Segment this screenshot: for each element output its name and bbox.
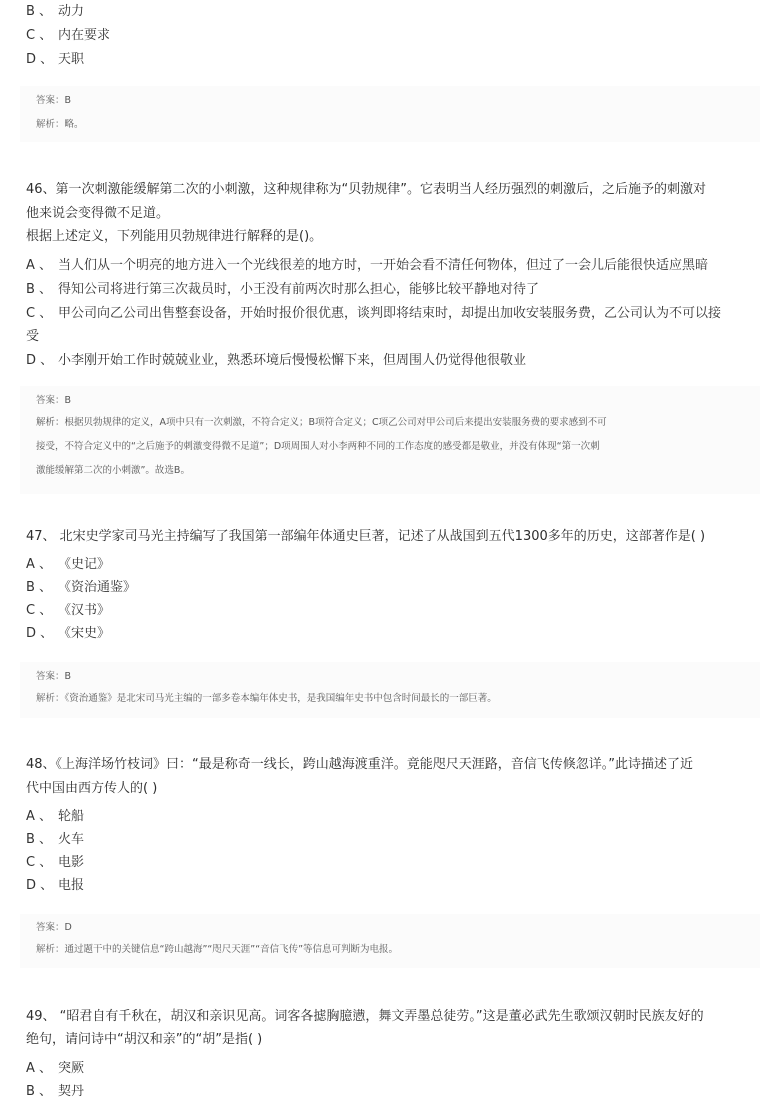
q48-answer-block <box>20 914 760 968</box>
q46-analysis-line-2: 接受，不符合定义中的“之后施予的刺激变得微不足道”；D项周围人对小李两种不同的工作态度的感受都是敬业，并没有体现“第一次刺 <box>36 441 600 452</box>
q48-option-b: B 、 火车 <box>26 832 85 847</box>
q47-answer-block <box>20 662 760 718</box>
q46-option-b: B 、 得知公司将进行第三次裁员时，小王没有前两次时那么担心，能够比较平静地对待了 <box>26 282 540 297</box>
q47-option-b: B 、 《资治通鉴》 <box>26 580 137 595</box>
q47-option-c: C 、 《汉书》 <box>26 603 111 618</box>
q48-option-c: C 、 电影 <box>26 855 85 870</box>
option-b: B 、 动力 <box>26 4 85 19</box>
q47-analysis-line: 解析：《资治通鉴》是北宋司马光主编的一部多卷本编年体史书，是我国编年史书中包含时间最长的一部巨著。 <box>36 693 497 704</box>
q48-answer-line: 答案：D <box>36 922 72 933</box>
q49-option-b: B 、 契丹 <box>26 1084 85 1099</box>
q48-option-d: D 、 电报 <box>26 878 85 893</box>
q46-option-c-cont: 受 <box>26 329 40 344</box>
q46-option-c: C 、 甲公司向乙公司出售整套设备，开始时报价很优惠，谈判即将结束时，却提出加收安装服务费，乙公司认为不可以接 <box>26 306 722 321</box>
question-49-line-1: 49、 “昭君自有千秋在，胡汉和亲识见高。词客各摅胸臆懑，舞文弄墨总徒劳。”这是董必武先生歌颂汉朝时民族友好的 <box>26 1009 704 1024</box>
analysis-line: 解析：略。 <box>36 119 84 130</box>
q48-option-a: A 、 轮船 <box>26 809 85 824</box>
question-48-line-2: 代中国由西方传人的( ) <box>26 781 158 796</box>
q47-answer-line: 答案：B <box>36 671 72 682</box>
q47-option-a: A 、 《史记》 <box>26 557 111 572</box>
question-49-line-2: 绝句，请问诗中“胡汉和亲”的“胡”是指( ) <box>26 1032 263 1047</box>
question-47-line-1: 47、 北宋史学家司马光主持编写了我国第一部编年体通史巨著，记述了从战国到五代1300多年的历史，这部著作是( ) <box>26 529 706 544</box>
option-d: D 、 天职 <box>26 52 85 67</box>
question-46-line-3: 根据上述定义，下列能用贝勃规律进行解释的是()。 <box>26 229 323 244</box>
option-c: C 、 内在要求 <box>26 28 111 43</box>
q46-option-d: D 、 小李刚开始工作时兢兢业业，熟悉环境后慢慢松懈下来，但周围人仍觉得他很敬业 <box>26 353 527 368</box>
q49-option-a: A 、 突厥 <box>26 1061 85 1076</box>
question-48-line-1: 48、《上海洋场竹枝词》曰：“最是称奇一线长，跨山越海渡重洋。竟能咫尺天涯路，音信飞传倏忽详。”此诗描述了近 <box>26 757 694 772</box>
question-46-line-1: 46、第一次刺激能缓解第二次的小刺激，这种规律称为“贝勃规律”。它表明当人经历强烈的刺激后，之后施予的刺激对 <box>26 182 707 197</box>
q46-answer-line: 答案：B <box>36 395 72 406</box>
answer-line: 答案：B <box>36 95 72 106</box>
question-46-line-2: 他来说会变得微不足道。 <box>26 206 170 221</box>
q46-analysis-line-3: 激能缓解第二次的小刺激”。故选B。 <box>36 465 190 476</box>
q46-analysis-line-1: 解析：根据贝勃规律的定义，A项中只有一次刺激，不符合定义；B项符合定义；C项乙公司对甲公司后来提出安装服务费的要求感到不可 <box>36 417 607 428</box>
q47-option-d: D 、 《宋史》 <box>26 626 111 641</box>
answer-block <box>20 86 760 142</box>
q48-analysis-line: 解析：通过题干中的关键信息“跨山越海”“咫尺天涯”“音信飞传”等信息可判断为电报。 <box>36 944 399 955</box>
q46-option-a: A 、 当人们从一个明亮的地方进入一个光线很差的地方时，一开始会看不清任何物体，但过了一会儿后能很快适应黑暗 <box>26 258 709 273</box>
